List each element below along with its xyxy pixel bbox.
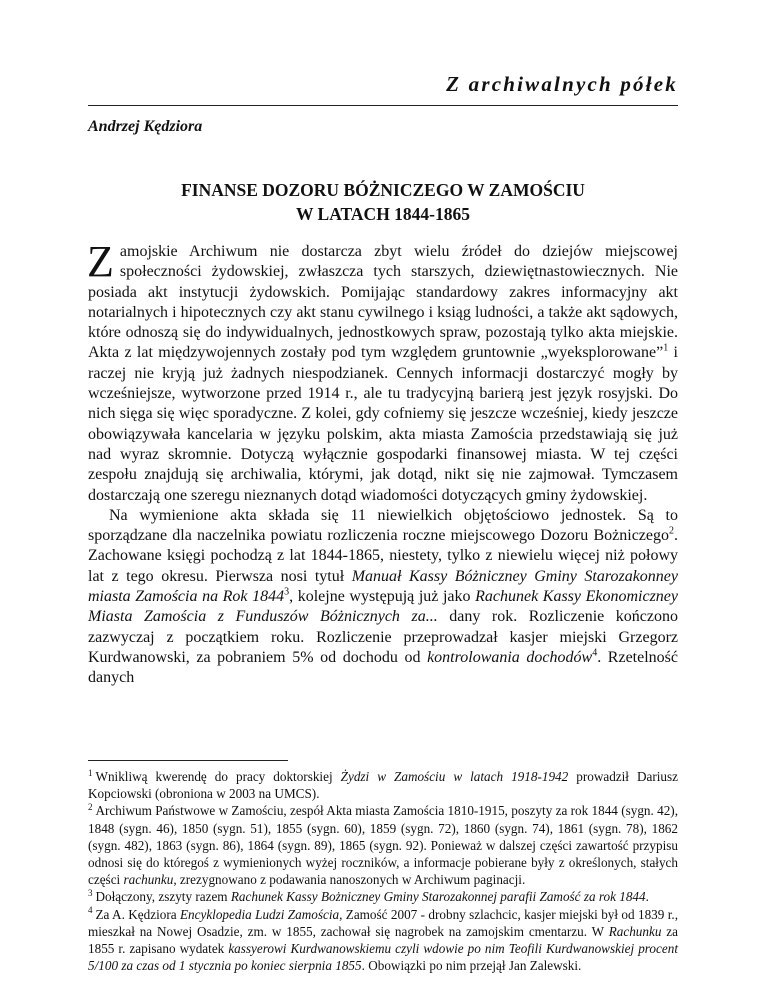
- paragraph-1: [87, 237, 678, 506]
- footnote-text: Dołączony, zszyty razem: [95, 889, 231, 905]
- footnote-text: , zrezygnowano z podawania nanoszonych w Archiwum paginacji.: [173, 872, 526, 888]
- title-line-1: FINANSE DOZORU BÓŻNICZEGO W ZAMOŚCIU: [181, 180, 585, 200]
- paragraph-text: , kolejne występują już jako: [289, 588, 476, 606]
- footnote-italic: Żydzi w Zamościu w latach 1918-1942: [340, 769, 569, 784]
- paragraph-text: Na wymienione akta składa się 11 niewielkich objętościowo jednostek. Są to sporządzane dla naczelnika powiatu rozliczenia roczne miejscowego Dozoru Bożniczego: [88, 506, 678, 545]
- article-title: [88, 178, 678, 226]
- footnote-number: 3: [88, 888, 93, 899]
- footnote-italic: Rachunek Kassy Bożniczney Gminy Starozakonnej parafii Zamość za rok 1844: [230, 889, 646, 905]
- footnote-ref[interactable]: 4: [592, 647, 598, 659]
- paragraph-text: . Zachowane księgi pochodzą z lat 1844-1865, niestety, tylko z niewielu więcej niż połowy lat z tego okresu. Pierwsza nosi tytuł: [88, 527, 678, 585]
- paragraph-text: i raczej nie kryją już żadnych niespodzianek. Cennych informacji dostarczyć mogły by wcześniejsze, wytworzone przed 1914 r., ale tu tradycyjną barierą jest język rosyjski. Do nich sięga się więc sporadyczne. Z kolei, gdy cofniemy się jeszcze wcześniej, kiedy jeszcze obowiązywała kancelaria w języku polskim, akta miasta Zamościa przedstawiają się już nad wyraz skromnie. Dotyczą wyłącznie gospodarki finansowej miasta. W tej części zespołu znajdują się archiwalia, którymi, jak dotąd, nikt się nie zajmował. Tymczasem dostarczają one szeregu nieznanych dotąd wiadomości dotyczących gminy żydowskiej.: [88, 344, 678, 504]
- footnote-4: [88, 906, 678, 975]
- footnote-text: prowadził Dariusz Kopciowski (obroniona w 2003 na UMCS).: [88, 769, 678, 802]
- section-header: Z archiwalnych półek: [446, 72, 678, 96]
- footnote-text: Za A. Kędziora: [95, 906, 180, 922]
- footnote-italic: rachunku: [123, 872, 174, 888]
- footnote-number: 2: [88, 802, 93, 813]
- italic-phrase: kontrolowania dochodów: [427, 648, 593, 666]
- footnote-ref[interactable]: 3: [284, 586, 290, 598]
- article-body: [87, 237, 679, 689]
- footnote-3: [88, 888, 678, 905]
- italic-title: Manuał Kassy Bóżniczney Gminy Starozakonney miasta Zamościa na Rok 1844: [88, 567, 678, 606]
- paragraph-text: . Rzetelność danych: [88, 648, 678, 687]
- footnote-text: . Obowiązki po nim przejął Jan Zalewski.: [361, 958, 582, 974]
- footnote-italic: kassyerowi Kurdwanowskiemu czyli wdowie po nim Teofili Kurdwanowskiej procent 5/100 za czas od 1 stycznia po koniec sierpnia 1855: [88, 941, 678, 974]
- footnote-rule: [88, 760, 288, 761]
- footnote-1: [88, 768, 678, 802]
- footnote-text: za 1855 r. zapisano wydatek: [88, 923, 678, 957]
- header-rule: [88, 105, 678, 106]
- footnotes: [88, 768, 678, 974]
- footnote-italic: Encyklopedia Ludzi Zamościa: [179, 906, 340, 922]
- author-name: Andrzej Kędziora: [88, 118, 203, 135]
- italic-title: Rachunek Kassy Ekonomiczney Miasta Zamościa z Funduszów Bóżnicznych za...: [88, 588, 679, 626]
- footnote-text: Archiwum Państwowe w Zamościu, zespół Akta miasta Zamościa 1810-1915, poszyty za rok 1844 (sygn. 42), 1848 (sygn. 46), 1850 (sygn. 51), 1855 (sygn. 60), 1859 (sygn. 72), 1860 (sygn. 74), 1861 (sygn. 78), 1862 (sygn. 482), 1863 (sygn. 86), 1864 (sygn. 89), 1865 (sygn. 92). Ponieważ w dalszej części zawartość przypisu odnosi się do któregoś z wymienionych wyżej roczników, a informacje pobierane były z określonych, stałych części: [88, 803, 678, 888]
- footnote-number: 1: [88, 767, 93, 778]
- footnote-text: .: [645, 889, 649, 905]
- title-line-2: W LATACH 1844-1865: [295, 204, 471, 224]
- paragraph-text: dany rok. Rozliczenie kończono zazwyczaj z początkiem roku. Rozliczenie przeprowadzał kasjer miejski Grzegorz Kurdwanowski, za pobraniem 5% od dochodu od: [88, 608, 679, 666]
- footnote-ref[interactable]: 1: [663, 343, 669, 355]
- drop-cap: Z: [87, 237, 114, 286]
- footnote-number: 4: [88, 905, 93, 916]
- footnote-text: Wnikliwą kwerendę do pracy doktorskiej: [95, 769, 341, 784]
- paragraph-text: amojskie Archiwum nie dostarcza zbyt wielu źródeł do dziejów miejscowej społeczności żydowskiej, zwłaszcza tych starszych, dziewiętnastowiecznych. Nie posiada akt instytucji żydowskich. Pomijając standardowy zakres informacyjny akt notarialnych i hipotecznych czy akt stanu cywilnego i ksiąg ludności, a także akt sądowych, które odnoszą się do indywidualnych, jednostkowych spraw, pozostają tylko akta miejskie. Akta z lat międzywojennych zostały pod tym względem gruntownie „wyeksplorowane”: [88, 243, 678, 362]
- footnote-ref[interactable]: 2: [669, 525, 674, 537]
- footnote-italic: Rachunku: [608, 923, 662, 939]
- paragraph-2: [88, 506, 678, 689]
- footnote-2: [88, 802, 678, 888]
- footnote-text: , Zamość 2007 - drobny szlachcic, kasjer miejski był od 1839 r., mieszkał na Nowej Osadzie, zm. w 1855, zachował się nagrobek na zamojskim cmentarzu. W: [88, 906, 679, 939]
